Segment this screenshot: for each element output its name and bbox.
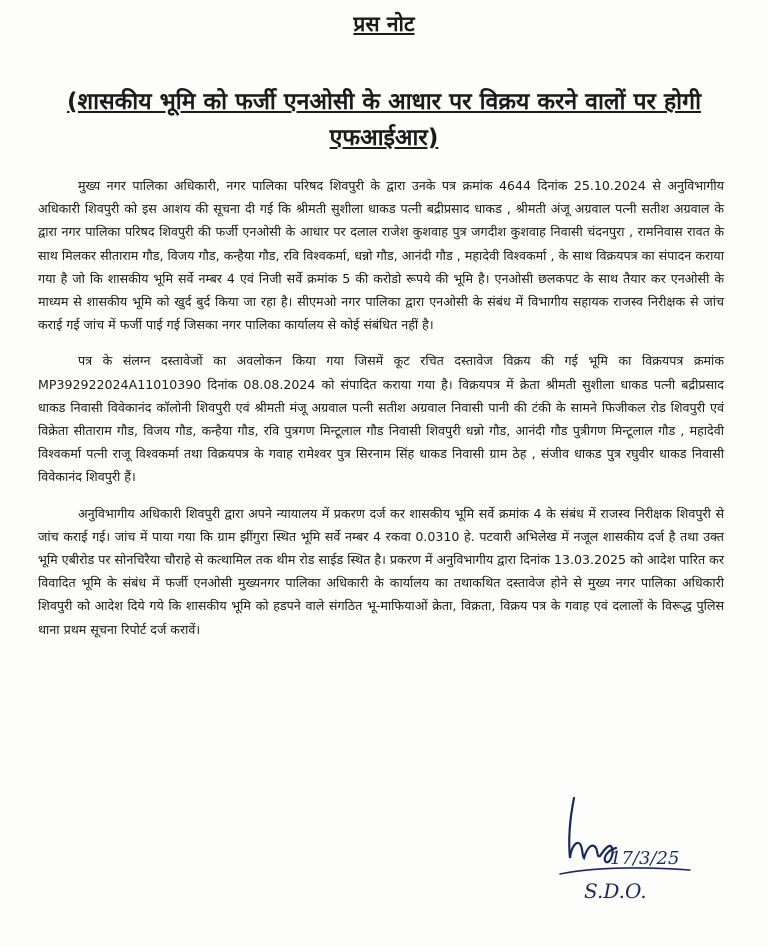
signature-date: 17/3/25 (610, 848, 680, 869)
signature-designation: S.D.O. (584, 879, 647, 903)
document-title: (शासकीय भूमि को फर्जी एनओसी के आधार पर विक्रय करने वालों पर होगी एफआईआर) (66, 89, 702, 151)
paragraph-1: मुख्य नगर पालिका अधिकारी, नगर पालिका परिषद शिवपुरी के द्वारा उनके पत्र क्रमांक 4644 दिनांक 25.10.2024 से अनुविभागीय अधिकारी शिवपुरी को इस आशय की सूचना दी गई कि श्रीमती सुशीला धाकड पत्नी बद्रीप्रसाद धाकड , श्रीमती अंजू अग्रवाल पत्नी सतीश अग्रवाल के द्वारा नगर पालिका परिषद शिवपुरी की फर्जी एनओसी के आधार पर दलाल राजेश कुशवाह पुत्र जगदीश कुशवाह निवासी चंदनपुरा , रामनिवास रावत के साथ मिलकर सीताराम गौड, विजय गौड, कन्हैया गौड, रवि विश्वकर्मा, धन्नो गौड, आनंदी गौड , महादेवी विश्वकर्मा , के साथ विक्रयपत्र का संपादन कराया गया है जो कि शासकीय भूमि सर्वे नम्बर 4 एवं निजी सर्वे क्रमांक 5 की करोडो रूपये की भूमि है। एनओसी छलकपट के साथ तैयार कर एनओसी के माध्यम से शासकीय भूमि को खुर्द बुर्द किया जा रहा है। सीएमओ नगर पालिका द्वारा एनओसी के संबंध में विभागीय सहायक राजस्व निरीक्षक से जांच कराई गई जांच में फर्जी पाई गई जिसका नगर पालिका कार्यालय से कोई संबंधित नहीं है। (38, 178, 724, 333)
signature-block (540, 778, 720, 928)
paragraph-2: पत्र के संलग्न दस्तावेजों का अवलोकन किया गया जिसमें कूट रचित दस्तावेज विक्रय की गई भूमि का विक्रयपत्र क्रमांक MP392922024A11010390 दिनांक 08.08.2024 को संपादित कराया गया है। विक्रयपत्र में क्रेता श्रीमती सुशीला धाकड पत्नी बद्रीप्रसाद धाकड निवासी विवेकानंद कॉलोनी शिवपुरी एवं श्रीमती मंजू अग्रवाल पत्नी सतीश अग्रवाल निवासी पानी की टंकी के सामने फिजीकल रोड शिवपुरी एवं विक्रेता सीताराम गौड, विजय गौड, कन्हैया गौड, रवि पुत्रगण मिन्टूलाल गौड निवासी शिवपुरी धन्नो गौड, आनंदी गौड पुत्रीगण मिन्टूलाल गौड , महादेवी विश्वकर्मा पत्नी राजू विश्वकर्मा तथा विक्रयपत्र के गवाह रामेश्वर पुत्र सिरनाम सिंह धाकड निवासी ग्राम ठेह , संजीव धाकड पुत्र रघुवीर धाकड निवासी विवेकानंद शिवपुरी हैं। (38, 353, 724, 485)
paragraph-3: अनुविभागीय अधिकारी शिवपुरी द्वारा अपने न्यायालय में प्रकरण दर्ज कर शासकीय भूमि सर्वे क्रमांक 4 के संबंध में राजस्व निरीक्षक शिवपुरी से जांच कराई गई। जांच में पाया गया कि ग्राम झींगुरा स्थित भूमि सर्वे नम्बर 4 रकवा 0.0310 हे. पटवारी अभिलेख में नजूल शासकीय दर्ज है तथा उक्त भूमि एबीरोड पर सोनचिरैया चौराहे से कत्थामिल तक थीम रोड साईड स्थित है। प्रकरण में अनुविभागीय द्वारा दिनांक 13.03.2025 को आदेश पारित कर विवादित भूमि के संबंध में फर्जी एनओसी मुख्यनगर पालिका अधिकारी के कार्यालय का तथाकथित दस्तावेज होने से मुख्य नगर पालिका अधिकारी शिवपुरी को आदेश दिये गये कि शासकीय भूमि को हडपने वाले संगठित भू-माफियाओं क्रेता, विक्रता, विक्रय पत्र के गवाह एवं दलालों के विरूद्ध पुलिस थाना प्रथम सूचना रिपोर्ट दर्ज करावें। (38, 505, 724, 637)
document-heading: प्रस नोट (353, 12, 415, 36)
signature-stroke (569, 798, 616, 862)
document-body (38, 174, 724, 654)
handwritten-signature (540, 778, 720, 928)
